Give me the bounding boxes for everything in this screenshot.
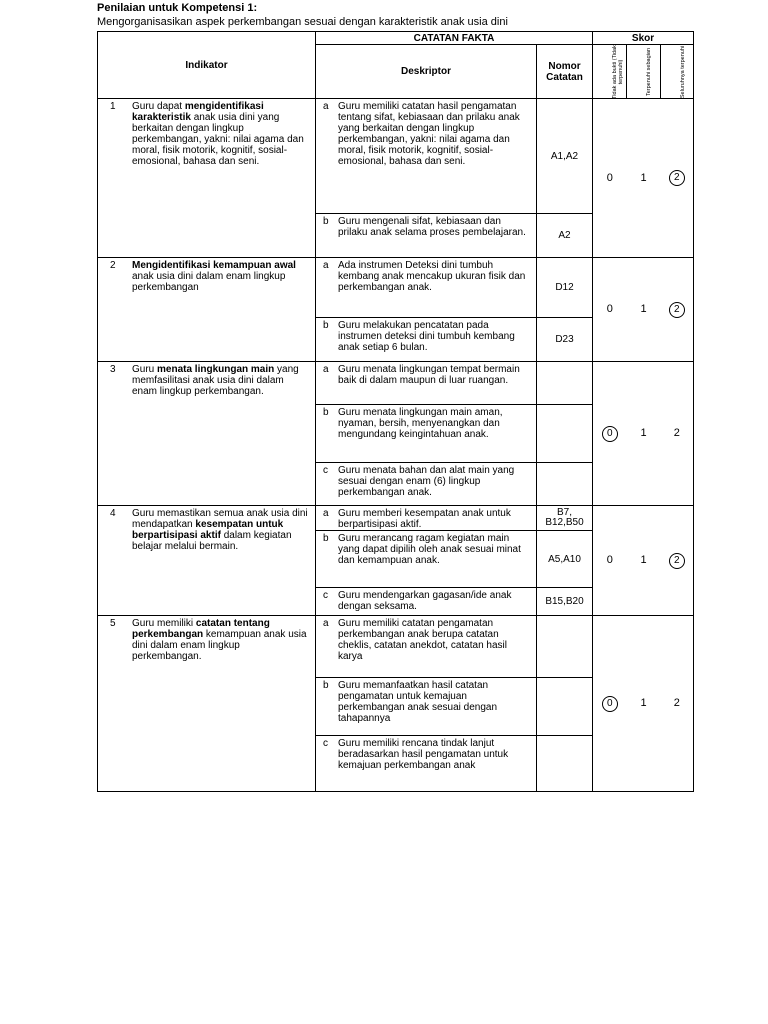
score-selected: 0 [602, 696, 618, 712]
score-value: 2 [673, 427, 680, 439]
header-deskriptor: Deskriptor [316, 45, 537, 99]
indicator-text: kemampuan anak usia dini dalam enam lingkup perkembangan. [132, 629, 307, 662]
descriptor-text: Guru merancang ragam kegiatan main yang dapat dipilih oleh anak sesuai minat dan kemampuan anak. [338, 533, 521, 566]
indicator-text: yang memfasilitasi anak usia dini dalam enam lingkup perkembangan. [132, 364, 299, 397]
descriptor-text: Guru mengenali sifat, kebiasaan dan prilaku anak selama proses pembelajaran. [338, 216, 526, 238]
table-body [98, 99, 694, 792]
score-selected: 2 [669, 170, 685, 186]
record-number-cell [537, 616, 593, 678]
indicator-cell [98, 616, 316, 792]
header-skor-2: Seluruhnya terpenuhi [661, 45, 694, 99]
indicator-number: 4 [110, 508, 116, 519]
descriptor-cell [316, 318, 537, 362]
record-number-cell: A1,A2 [537, 99, 593, 214]
descriptor-letter: a [323, 260, 329, 271]
header-indikator: Indikator [98, 32, 316, 99]
indicator-number: 5 [110, 618, 116, 629]
descriptor-cell [316, 588, 537, 616]
indicator-text: anak usia dini yang berkaitan dengan lingkup perkembangan, yakni: nilai agama dan moral, fisik motorik, kognitif, sosial-emosional, bahasa dan seni. [132, 112, 304, 167]
score-cell-1 [627, 362, 661, 506]
score-value: 1 [640, 427, 647, 439]
indicator-text: menata lingkungan main [157, 364, 275, 375]
score-cell-0 [593, 99, 627, 258]
descriptor-text: Guru menata bahan dan alat main yang sesuai dengan enam (6) lingkup perkembangan anak. [338, 465, 515, 498]
record-number-cell: B7, B12,B50 [537, 506, 593, 531]
indicator-text: Guru memastikan semua anak usia dini mendapatkan [132, 508, 308, 530]
record-number-cell [537, 405, 593, 463]
score-selected: 2 [669, 553, 685, 569]
descriptor-letter: b [323, 533, 329, 544]
descriptor-cell [316, 506, 537, 531]
record-number-cell [537, 463, 593, 506]
descriptor-letter: a [323, 508, 329, 519]
score-cell-0 [593, 616, 627, 792]
descriptor-text: Guru memberi kesempatan anak untuk berpartisipasi aktif. [338, 508, 511, 530]
header-skor: Skor [593, 32, 694, 45]
indicator-number: 2 [110, 260, 116, 271]
score-selected: 2 [669, 302, 685, 318]
indicator-number: 3 [110, 364, 116, 375]
score-cell-0 [593, 258, 627, 362]
score-cell-1 [627, 258, 661, 362]
indicator-cell [98, 362, 316, 506]
page-title: Penilaian untuk Kompetensi 1: [97, 2, 258, 14]
record-number-cell: A5,A10 [537, 531, 593, 588]
score-cell-2 [661, 258, 694, 362]
descriptor-text: Ada instrumen Deteksi dini tumbuh kembang anak mencakup ukuran fisik dan perkembangan anak. [338, 260, 526, 293]
descriptor-cell [316, 531, 537, 588]
descriptor-letter: a [323, 618, 329, 629]
score-cell-2 [661, 99, 694, 258]
descriptor-text: Guru menata lingkungan main aman, nyaman, bersih, menyenangkan dan mengundang keingintahuan anak. [338, 407, 503, 440]
descriptor-text: Guru memiliki catatan hasil pengamatan tentang sifat, kebiasaan dan prilaku anak yang berkaitan dengan lingkup perkembangan, yakni: nilai agama dan moral, fisik motorik, kognitif, sosial-emosional, bahasa dan seni. [338, 101, 520, 167]
descriptor-text: Guru memiliki catatan pengamatan perkembangan anak berupa catatan cheklis, catatan anekdot, catatan hasil karya [338, 618, 507, 662]
descriptor-cell [316, 214, 537, 258]
indicator-text: dalam kegiatan belajar melalui bermain. [132, 530, 292, 552]
indicator-cell [98, 506, 316, 616]
descriptor-letter: a [323, 101, 329, 112]
descriptor-text: Guru memiliki rencana tindak lanjut beradasarkan hasil pengamatan untuk kemajuan perkembangan anak [338, 738, 509, 771]
table-row [98, 362, 694, 405]
descriptor-letter: b [323, 407, 329, 418]
indicator-text: kesempatan untuk berpartisipasi aktif [132, 519, 284, 541]
score-value: 0 [606, 171, 613, 184]
descriptor-letter: b [323, 320, 329, 331]
indicator-text: mengidentifikasi karakteristik [132, 101, 264, 123]
score-cell-0 [593, 362, 627, 506]
record-number-cell: D12 [537, 258, 593, 318]
score-value: 0 [606, 303, 613, 315]
descriptor-cell [316, 736, 537, 792]
header-skor-0: Tidak ada bukti (Tidak terpenuhi) [593, 45, 627, 99]
page-subtitle: Mengorganisasikan aspek perkembangan sesuai dengan karakteristik anak usia dini [97, 16, 508, 28]
header-skor-1: Terpenuhi sebagian [627, 45, 661, 99]
descriptor-text: Guru melakukan pencatatan pada instrumen deteksi dini tumbuh kembang anak setiap 6 bulan. [338, 320, 515, 353]
descriptor-cell [316, 99, 537, 214]
descriptor-letter: c [323, 465, 328, 476]
descriptor-cell [316, 463, 537, 506]
table-row [98, 506, 694, 531]
score-cell-2 [661, 506, 694, 616]
score-value: 0 [606, 554, 613, 566]
score-cell-1 [627, 506, 661, 616]
descriptor-letter: b [323, 680, 329, 691]
assessment-table [97, 31, 694, 792]
header-nomor-catatan: Nomor Catatan [537, 45, 593, 99]
indicator-number: 1 [110, 101, 116, 112]
indicator-text: Guru [132, 364, 158, 375]
score-cell-2 [661, 616, 694, 792]
descriptor-text: Guru memanfaatkan hasil catatan pengamatan untuk kemajuan perkembangan anak sesuai dengan tahapannya [338, 680, 498, 724]
score-cell-1 [627, 616, 661, 792]
record-number-cell: B15,B20 [537, 588, 593, 616]
table-row [98, 616, 694, 678]
descriptor-letter: c [323, 590, 328, 601]
indicator-cell [98, 258, 316, 362]
descriptor-cell [316, 405, 537, 463]
record-number-cell [537, 362, 593, 405]
table-row [98, 258, 694, 318]
descriptor-text: Guru mendengarkan gagasan/ide anak dengan seksama. [338, 590, 512, 612]
record-number-cell: A2 [537, 214, 593, 258]
indicator-cell [98, 99, 316, 258]
score-cell-1 [627, 99, 661, 258]
indicator-text: Guru dapat [132, 101, 185, 112]
record-number-cell [537, 736, 593, 792]
indicator-text: Guru memiliki [132, 618, 196, 629]
descriptor-cell [316, 678, 537, 736]
descriptor-text: Guru menata lingkungan tempat bermain baik di dalam maupun di luar ruangan. [338, 364, 520, 386]
descriptor-letter: c [323, 738, 328, 749]
indicator-text: Mengidentifikasi kemampuan awal [132, 260, 296, 271]
score-cell-2 [661, 362, 694, 506]
table-row [98, 99, 694, 214]
score-cell-0 [593, 506, 627, 616]
header-catatan-fakta: CATATAN FAKTA [316, 32, 593, 45]
descriptor-cell [316, 362, 537, 405]
score-value: 1 [640, 554, 647, 566]
record-number-cell: D23 [537, 318, 593, 362]
score-value: 2 [673, 697, 680, 709]
descriptor-letter: a [323, 364, 329, 375]
descriptor-letter: b [323, 216, 329, 227]
indicator-text: anak usia dini dalam enam lingkup perkembangan [132, 271, 286, 293]
record-number-cell [537, 678, 593, 736]
score-value: 1 [640, 171, 647, 184]
descriptor-cell [316, 258, 537, 318]
score-selected: 0 [602, 426, 618, 442]
score-value: 1 [640, 303, 647, 315]
score-value: 1 [640, 697, 647, 709]
indicator-text: catatan tentang perkembangan [132, 618, 270, 640]
descriptor-cell [316, 616, 537, 678]
